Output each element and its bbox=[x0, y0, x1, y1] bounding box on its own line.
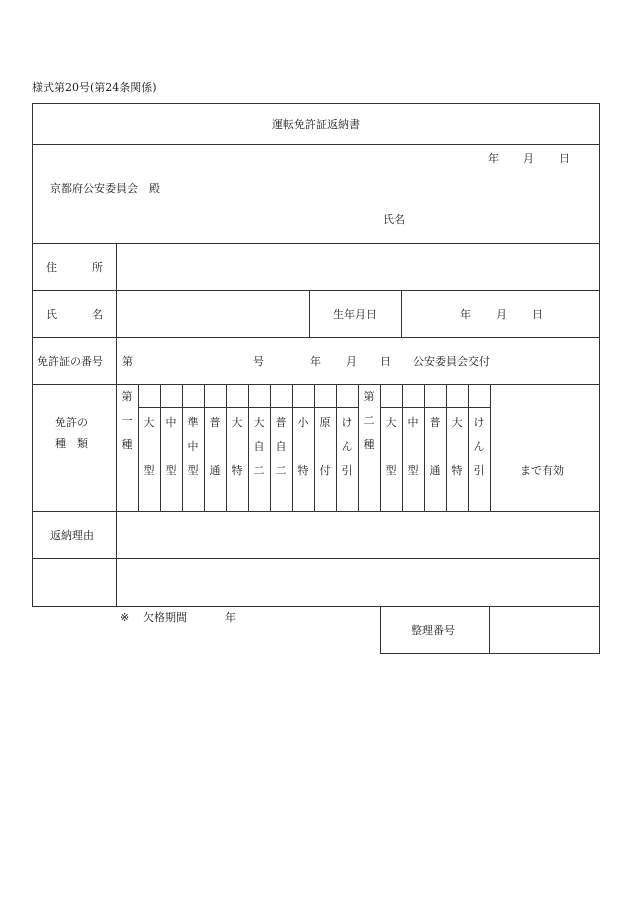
date-tsuki: 月 bbox=[523, 152, 534, 165]
license-tsuki: 月 bbox=[346, 355, 357, 368]
kind2-futsuu: 普 通 bbox=[429, 416, 441, 477]
divider bbox=[32, 144, 599, 145]
form-number: 様式第20号(第24条関係) bbox=[32, 81, 157, 94]
birth-nen: 年 bbox=[460, 308, 471, 321]
kind-kotoku: 小 特 bbox=[297, 416, 309, 477]
valid-until: まで有効 bbox=[520, 464, 564, 477]
birth-tsuki: 月 bbox=[496, 308, 507, 321]
divider bbox=[489, 606, 490, 654]
kinds-label-2: 種 類 bbox=[55, 437, 88, 450]
license-hi: 日 bbox=[380, 355, 391, 368]
divider bbox=[380, 407, 490, 408]
date-nen: 年 bbox=[488, 152, 499, 165]
kind-futsuu: 普 通 bbox=[209, 416, 221, 477]
license-issuer: 公安委員会交付 bbox=[413, 355, 490, 368]
date-hi: 日 bbox=[559, 152, 570, 165]
kind2-daitoku: 大 特 bbox=[451, 416, 463, 477]
disqualification-period-label: 欠格期間 bbox=[143, 611, 187, 624]
address-label-2: 所 bbox=[92, 261, 103, 274]
disqualification-nen: 年 bbox=[225, 611, 236, 624]
kind2-kenin: け ん 引 bbox=[473, 416, 485, 477]
applicant-name-label: 氏名 bbox=[383, 213, 405, 226]
note-mark: ※ bbox=[120, 611, 130, 624]
kind-oojini: 大 自 二 bbox=[253, 416, 265, 477]
class2-label: 第 二 種 bbox=[363, 390, 375, 451]
name-label-1: 氏 bbox=[46, 308, 57, 321]
divider bbox=[32, 337, 599, 338]
kind2-chuugata: 中 型 bbox=[407, 416, 419, 477]
form-title: 運転免許証返納書 bbox=[272, 118, 360, 131]
license-number-label: 免許証の番号 bbox=[37, 355, 103, 368]
kind-futsuujini: 普 自 二 bbox=[275, 416, 287, 477]
divider bbox=[32, 290, 599, 291]
kind-oogata: 大 型 bbox=[143, 416, 155, 477]
birth-date-label: 生年月日 bbox=[333, 308, 377, 321]
divider bbox=[401, 290, 402, 337]
kind-gentsuki: 原 付 bbox=[319, 416, 331, 477]
address-label-1: 住 bbox=[46, 261, 57, 274]
kinds-label-1: 免許の bbox=[55, 416, 88, 429]
birth-hi: 日 bbox=[532, 308, 543, 321]
kind2-oogata: 大 型 bbox=[385, 416, 397, 477]
license-dai: 第 bbox=[122, 355, 133, 368]
kind-kenin: け ん 引 bbox=[341, 416, 353, 477]
divider bbox=[309, 290, 310, 337]
divider bbox=[32, 384, 599, 385]
divider bbox=[32, 243, 599, 244]
kind-chuugata: 中 型 bbox=[165, 416, 177, 477]
license-go: 号 bbox=[253, 355, 264, 368]
kind-daitoku: 大 特 bbox=[231, 416, 243, 477]
divider bbox=[490, 384, 491, 511]
divider bbox=[32, 558, 599, 559]
license-nen: 年 bbox=[310, 355, 321, 368]
name-label-2: 名 bbox=[92, 308, 103, 321]
return-reason-label: 返納理由 bbox=[50, 529, 94, 542]
kind-junchuugata: 準 中 型 bbox=[187, 416, 199, 477]
class1-label: 第 一 種 bbox=[121, 390, 133, 451]
seiri-number-label: 整理番号 bbox=[411, 624, 455, 637]
addressee: 京都府公安委員会 殿 bbox=[50, 182, 160, 195]
divider bbox=[32, 511, 599, 512]
